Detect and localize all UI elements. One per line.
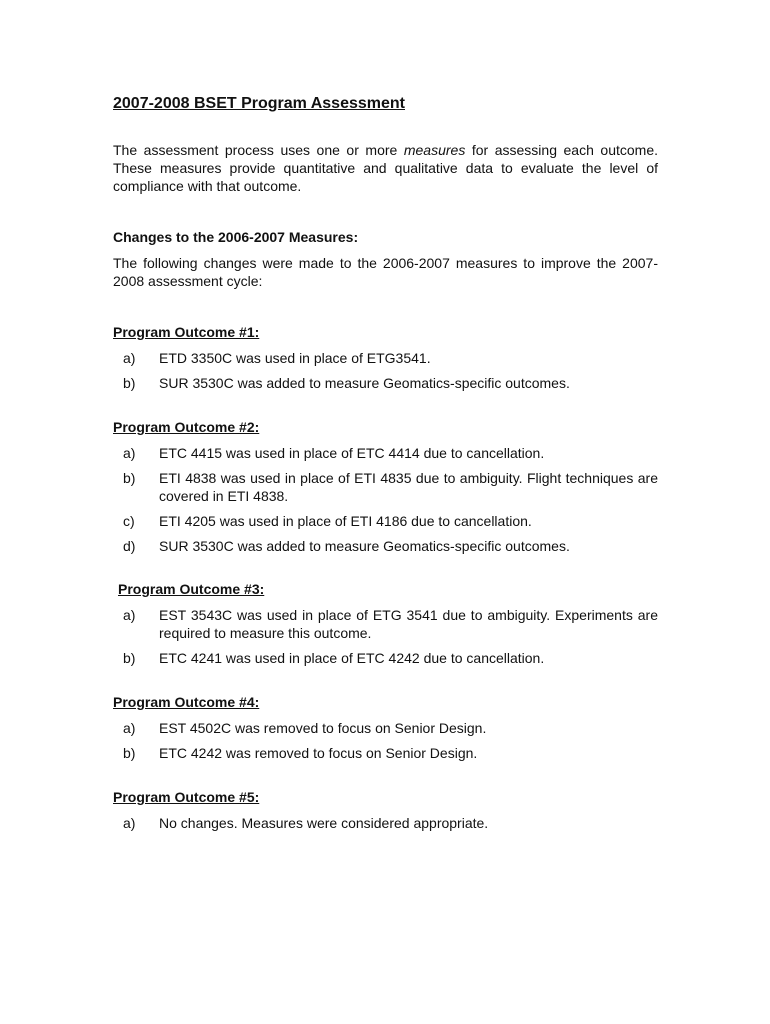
list-item-text: ETI 4205 was used in place of ETI 4186 due to cancellation. — [159, 513, 532, 529]
outcome-3-list — [113, 606, 658, 667]
outcome-5-heading: Program Outcome #5: — [113, 789, 260, 805]
list-item-text: ETC 4415 was used in place of ETC 4414 due to cancellation. — [159, 445, 545, 461]
intro-text-end: for assessing each outcome. These measures provide quantitative and qualitative data to evaluate the level of compliance with that outcome. — [113, 142, 658, 194]
outcome-3-heading: Program Outcome #3: — [118, 581, 265, 597]
outcome-1-heading: Program Outcome #1: — [113, 324, 260, 340]
list-item — [113, 444, 658, 462]
changes-paragraph: The following changes were made to the 2006-2007 measures to improve the 2007-2008 assessment cycle: — [113, 255, 658, 289]
intro-paragraph — [113, 141, 658, 195]
list-marker: b) — [123, 470, 136, 486]
outcome-5-list — [113, 814, 658, 832]
list-item — [113, 814, 658, 832]
outcome-4-list — [113, 719, 658, 762]
list-item — [113, 469, 658, 505]
list-item-text: EST 3543C was used in place of ETG 3541 due to ambiguity. Experiments are required to measure this outcome. — [159, 607, 658, 641]
list-marker: a) — [123, 350, 136, 366]
list-item — [113, 512, 658, 530]
list-item — [113, 537, 658, 555]
list-item-text: No changes. Measures were considered appropriate. — [159, 815, 489, 831]
list-marker: a) — [123, 445, 136, 461]
list-item-text: ETC 4242 was removed to focus on Senior Design. — [159, 745, 478, 761]
list-marker: a) — [123, 815, 136, 831]
list-item — [113, 606, 658, 642]
outcome-1-list — [113, 349, 658, 392]
list-item — [113, 649, 658, 667]
outcome-4-heading: Program Outcome #4: — [113, 694, 260, 710]
list-item-text: ETD 3350C was used in place of ETG3541. — [159, 350, 431, 366]
outcome-2-heading: Program Outcome #2: — [113, 419, 260, 435]
list-marker: d) — [123, 538, 136, 554]
list-marker: b) — [123, 745, 136, 761]
list-marker: c) — [123, 513, 135, 529]
list-item-text: ETI 4838 was used in place of ETI 4835 due to ambiguity. Flight techniques are covered in ETI 4838. — [159, 470, 658, 504]
intro-emphasis: measures — [403, 142, 466, 158]
list-marker: b) — [123, 650, 136, 666]
list-item-text: ETC 4241 was used in place of ETC 4242 due to cancellation. — [159, 650, 545, 666]
list-item — [113, 744, 658, 762]
changes-heading: Changes to the 2006-2007 Measures: — [113, 229, 359, 245]
list-item — [113, 374, 658, 392]
list-marker: a) — [123, 720, 136, 736]
list-item — [113, 349, 658, 367]
list-item-text: EST 4502C was removed to focus on Senior Design. — [159, 720, 487, 736]
list-marker: b) — [123, 375, 136, 391]
list-item-text: SUR 3530C was added to measure Geomatics-specific outcomes. — [159, 538, 570, 554]
list-item — [113, 719, 658, 737]
list-marker: a) — [123, 607, 136, 623]
intro-text-start: The assessment process uses one or more — [113, 142, 404, 158]
document-page — [113, 94, 658, 839]
page-title: 2007-2008 BSET Program Assessment — [113, 95, 405, 112]
outcome-2-list — [113, 444, 658, 555]
list-item-text: SUR 3530C was added to measure Geomatics-specific outcomes. — [159, 375, 570, 391]
